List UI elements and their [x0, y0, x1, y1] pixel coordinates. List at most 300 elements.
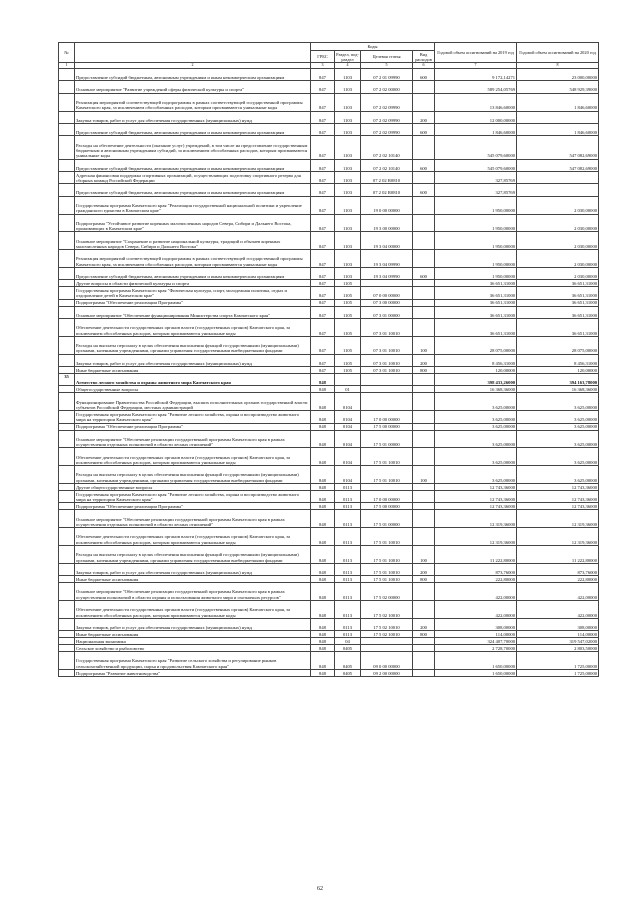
row-number — [59, 618, 75, 630]
table-row — [59, 448, 599, 466]
row-target: 19 3 00 00000 — [361, 214, 413, 232]
row-vol2019: 327,85769 — [435, 184, 517, 196]
row-number — [59, 81, 75, 93]
index-cell: 4 — [335, 63, 361, 69]
row-vol2019: 28 075,00000 — [435, 336, 517, 354]
row-vol2019: 120,00000 — [435, 367, 517, 374]
row-name: Основное мероприятие "Обеспечение функционирования Министерства спорта Камчатского края" — [75, 306, 311, 318]
row-target: 07 3 00 00000 — [361, 299, 413, 306]
row-number — [59, 287, 75, 299]
row-vol2020: 36 651,31000 — [517, 319, 599, 337]
row-vol2019: 1 950,00000 — [435, 214, 517, 232]
row-type — [413, 386, 435, 393]
row-target: 17 5 01 10010 — [361, 546, 413, 564]
row-number — [59, 503, 75, 510]
row-vol2019: 12 743,36000 — [435, 491, 517, 503]
row-section: 0113 — [335, 546, 361, 564]
row-number — [59, 510, 75, 528]
table-row — [59, 576, 599, 583]
row-type: 100 — [413, 546, 435, 564]
index-cell: 2 — [75, 63, 311, 69]
row-vol2019: 545 079,60000 — [435, 136, 517, 159]
row-grbs: 847 — [311, 123, 335, 135]
row-target: 07 2 02 10140 — [361, 159, 413, 171]
row-grbs: 848 — [311, 430, 335, 448]
row-number: 35 — [59, 374, 75, 386]
header-vol2020: Годовой объем ассигнований на 2020 год — [517, 43, 599, 63]
row-number — [59, 111, 75, 123]
row-section: 1103 — [335, 111, 361, 123]
row-vol2019: 1 950,00000 — [435, 196, 517, 214]
row-vol2019: 3 625,00000 — [435, 448, 517, 466]
row-number — [59, 280, 75, 287]
row-section: 0104 — [335, 430, 361, 448]
row-section: 0113 — [335, 484, 361, 491]
row-vol2020: 422,00000 — [517, 601, 599, 619]
row-section: 0104 — [335, 411, 361, 423]
row-type: 200 — [413, 563, 435, 575]
row-name: Подпрограмма "Обеспечение реализации Программы" — [75, 503, 311, 510]
row-section: 1103 — [335, 123, 361, 135]
row-vol2019: 12 319,36000 — [435, 510, 517, 528]
row-grbs: 848 — [311, 669, 335, 676]
header-section: Раздел, под-раздел — [336, 51, 359, 62]
row-grbs: 848 — [311, 546, 335, 564]
table-row — [59, 214, 599, 232]
row-section: 1103 — [335, 159, 361, 171]
row-vol2020: 3 625,00000 — [517, 448, 599, 466]
row-vol2020: 3 625,00000 — [517, 430, 599, 448]
table-row — [59, 601, 599, 619]
row-number — [59, 171, 75, 183]
row-vol2019: 422,00000 — [435, 583, 517, 601]
table-row — [59, 618, 599, 630]
row-target — [361, 638, 413, 645]
row-section: 1103 — [335, 250, 361, 268]
row-number — [59, 336, 75, 354]
row-grbs: 848 — [311, 503, 335, 510]
row-section: 1103 — [335, 171, 361, 183]
row-vol2019: 12 000,00000 — [435, 111, 517, 123]
row-type — [413, 430, 435, 448]
row-grbs: 847 — [311, 184, 335, 196]
row-type — [413, 196, 435, 214]
index-cell: 1 — [59, 63, 75, 69]
row-number — [59, 638, 75, 645]
row-type — [413, 299, 435, 306]
table-row — [59, 423, 599, 430]
row-type: 600 — [413, 123, 435, 135]
row-vol2019: 1 950,00000 — [435, 250, 517, 268]
row-number — [59, 93, 75, 111]
table-row — [59, 69, 599, 81]
table-row — [59, 652, 599, 670]
row-target — [361, 645, 413, 652]
row-name: Закупка товаров, работ и услуг для обеспечения государственных (муниципальных) нужд — [75, 563, 311, 575]
row-section: 1105 — [335, 280, 361, 287]
row-vol2019: 12 319,36000 — [435, 528, 517, 546]
header-target: Целевая статья — [361, 51, 413, 63]
row-name: Основное мероприятие "Сохранение и развитие национальной культуры, традиций и обычаев коренных малочисленных народов Севера, Сибири и Дальнего Востока" — [75, 232, 311, 250]
row-vol2020: 422,00000 — [517, 583, 599, 601]
row-vol2020: 2 030,00000 — [517, 196, 599, 214]
row-grbs: 847 — [311, 136, 335, 159]
row-target: 17 5 00 00000 — [361, 503, 413, 510]
row-name: Предоставление субсидий бюджетным, автономным учреждениям и иным некоммерческим организациям — [75, 267, 311, 279]
row-vol2019: 324 407,70000 — [435, 638, 517, 645]
table-row — [59, 503, 599, 510]
row-name: Предоставление субсидий бюджетным, автономным учреждениям и иным некоммерческим организациям — [75, 123, 311, 135]
row-section: 1103 — [335, 267, 361, 279]
table-row — [59, 430, 599, 448]
row-grbs: 848 — [311, 411, 335, 423]
row-number — [59, 423, 75, 430]
row-grbs: 848 — [311, 645, 335, 652]
row-section: 1103 — [335, 196, 361, 214]
row-vol2020: 12 743,36000 — [517, 491, 599, 503]
row-section: 0113 — [335, 631, 361, 638]
row-target: 17 5 01 10010 — [361, 466, 413, 484]
table-row — [59, 123, 599, 135]
row-vol2020: 308,00000 — [517, 618, 599, 630]
row-grbs: 847 — [311, 93, 335, 111]
row-vol2019: 545 079,60000 — [435, 159, 517, 171]
row-number — [59, 319, 75, 337]
row-type — [413, 652, 435, 670]
row-section: 1103 — [335, 93, 361, 111]
row-name: Подпрограмма "Обеспечение реализации Программы" — [75, 299, 311, 306]
table-row — [59, 645, 599, 652]
row-target: 17 0 00 00000 — [361, 491, 413, 503]
row-grbs: 847 — [311, 319, 335, 337]
row-vol2019: 36 651,31000 — [435, 287, 517, 299]
row-grbs: 847 — [311, 232, 335, 250]
row-section: 0104 — [335, 393, 361, 411]
row-target: 19 3 04 09990 — [361, 267, 413, 279]
row-number — [59, 250, 75, 268]
index-cell: 6 — [413, 63, 435, 69]
row-name: Закупка товаров, работ и услуг для обеспечения государственных (муниципальных) нужд — [75, 618, 311, 630]
row-vol2020: 547 082,69000 — [517, 159, 599, 171]
row-grbs: 848 — [311, 576, 335, 583]
row-vol2020: 1 846,60000 — [517, 93, 599, 111]
row-number — [59, 299, 75, 306]
row-vol2020: 11 222,80000 — [517, 546, 599, 564]
row-number — [59, 306, 75, 318]
row-grbs: 847 — [311, 111, 335, 123]
row-number — [59, 528, 75, 546]
table-row — [59, 583, 599, 601]
table-row — [59, 669, 599, 676]
row-grbs: 847 — [311, 196, 335, 214]
row-vol2020: 873,76000 — [517, 563, 599, 575]
row-name: Основное мероприятие "Обеспечение реализации государственной программы Камчатского края в рамках осуществления отдельных полномочий в области лесных отношений" — [75, 430, 311, 448]
table-row — [59, 250, 599, 268]
row-vol2019: 36 651,31000 — [435, 280, 517, 287]
row-name: Подпрограмма "Развитие животноводства" — [75, 669, 311, 676]
row-number — [59, 196, 75, 214]
row-number — [59, 214, 75, 232]
row-grbs: 848 — [311, 491, 335, 503]
row-target: 17 5 01 00000 — [361, 510, 413, 528]
row-type — [413, 306, 435, 318]
row-grbs: 847 — [311, 367, 335, 374]
row-vol2020: 2 030,00000 — [517, 214, 599, 232]
table-row — [59, 386, 599, 393]
row-grbs: 847 — [311, 287, 335, 299]
table-row — [59, 563, 599, 575]
row-target: 07 2 02 00000 — [361, 81, 413, 93]
table-row — [59, 159, 599, 171]
row-grbs: 848 — [311, 374, 335, 386]
row-target: 17 0 00 00000 — [361, 411, 413, 423]
row-vol2020: 222,80000 — [517, 576, 599, 583]
header-codes: Коды — [311, 43, 435, 51]
row-target: 07 3 01 00000 — [361, 306, 413, 318]
row-name: Государственная программа Камчатского края "Развитие сельского хозяйства и регулирование рынков сельскохозяйственной продукции, сырья и продовольствия Камчатского края" — [75, 652, 311, 670]
row-section: 1105 — [335, 367, 361, 374]
row-name: Закупка товаров, работ и услуг для обеспечения государственных (муниципальных) нужд — [75, 354, 311, 366]
row-grbs: 848 — [311, 601, 335, 619]
row-vol2020: 1 725,00000 — [517, 652, 599, 670]
row-vol2020: 12 743,36000 — [517, 503, 599, 510]
index-cell: 8 — [517, 63, 599, 69]
row-target: 19 3 04 00000 — [361, 232, 413, 250]
row-section: 0113 — [335, 563, 361, 575]
row-section: 0113 — [335, 618, 361, 630]
row-type: 200 — [413, 618, 435, 630]
row-type — [413, 638, 435, 645]
row-number — [59, 466, 75, 484]
table-row — [59, 287, 599, 299]
row-type — [413, 411, 435, 423]
table-row — [59, 393, 599, 411]
row-type: 800 — [413, 367, 435, 374]
row-grbs: 848 — [311, 510, 335, 528]
table-row — [59, 81, 599, 93]
table-row — [59, 232, 599, 250]
row-vol2019: 1 950,00000 — [435, 267, 517, 279]
row-number — [59, 367, 75, 374]
row-type: 600 — [413, 184, 435, 196]
row-vol2019: 9 172,14271 — [435, 69, 517, 81]
row-name: Адресная финансовая поддержка спортивных организаций, осуществляющих подготовку спортивного резерва для сборных команд Российской Федерации — [75, 171, 311, 183]
row-number — [59, 583, 75, 601]
row-target: 17 5 02 10010 — [361, 601, 413, 619]
row-vol2020: 2 030,00000 — [517, 267, 599, 279]
row-type — [413, 491, 435, 503]
row-target: 17 5 01 10010 — [361, 448, 413, 466]
row-name: Государственная программа Камчатского края "Реализация государственной национальной политики и укрепление гражданского единства в Камчатском крае" — [75, 196, 311, 214]
row-section: 0104 — [335, 466, 361, 484]
row-type — [413, 601, 435, 619]
row-vol2020: 3 625,00000 — [517, 393, 599, 411]
row-target: 07 2 02 10140 — [361, 136, 413, 159]
row-vol2019: 3 625,00000 — [435, 411, 517, 423]
table-row — [59, 93, 599, 111]
table-row — [59, 336, 599, 354]
row-section: 04 — [335, 638, 361, 645]
row-vol2019: 36 651,31000 — [435, 306, 517, 318]
row-section: 0113 — [335, 528, 361, 546]
row-target — [361, 393, 413, 411]
row-vol2020: 2 030,00000 — [517, 250, 599, 268]
row-name: Государственная программа Камчатского края "Физическая культура, спорт, молодежная политика, отдых и оздоровление детей в Камчатском крае" — [75, 287, 311, 299]
row-name: Подпрограмма "Обеспечение реализации Программы" — [75, 423, 311, 430]
row-number — [59, 430, 75, 448]
row-section: 0113 — [335, 583, 361, 601]
row-name: Подпрограмма "Устойчивое развитие коренных малочисленных народов Севера, Сибири и Дальнего Востока, проживающих в Камчатском крае" — [75, 214, 311, 232]
row-name: Обеспечение деятельности государственных органов власти (государственных органов) Камчатского края, за исключением обособленных расходов, которым присваиваются уникальные коды — [75, 319, 311, 337]
row-section: 1105 — [335, 306, 361, 318]
row-grbs: 848 — [311, 448, 335, 466]
row-grbs: 847 — [311, 214, 335, 232]
row-target: 07 2 02 09990 — [361, 111, 413, 123]
row-name: Другие вопросы в области физической культуры и спорта — [75, 280, 311, 287]
row-type: 100 — [413, 466, 435, 484]
row-section: 0113 — [335, 576, 361, 583]
row-section: 1105 — [335, 299, 361, 306]
row-name: Обеспечение деятельности государственных органов власти (государственных органов) Камчатского края, за исключением обособленных расходов, которым присваиваются уникальные коды — [75, 448, 311, 466]
row-name: Предоставление субсидий бюджетным, автономным учреждениям и иным некоммерческим организациям — [75, 184, 311, 196]
table-row — [59, 528, 599, 546]
row-target: 17 5 01 10010 — [361, 528, 413, 546]
row-name: Агентство лесного хозяйства и охраны животного мира Камчатского края — [75, 374, 311, 386]
row-vol2020: 8 456,31000 — [517, 354, 599, 366]
row-type: 600 — [413, 267, 435, 279]
row-type — [413, 645, 435, 652]
row-grbs: 847 — [311, 159, 335, 171]
row-grbs: 848 — [311, 528, 335, 546]
row-name: Основное мероприятие "Обеспечение реализации государственной программы Камчатского края в рамках осуществления полномочий в области охраны и использования животного мира и охотничьих ресурсов" — [75, 583, 311, 601]
row-section: 1103 — [335, 232, 361, 250]
row-target: 09 2 00 00000 — [361, 669, 413, 676]
row-name: Основное мероприятие "Развитие учреждений сферы физической культуры и спорта" — [75, 81, 311, 93]
row-number — [59, 123, 75, 135]
row-section: 1105 — [335, 319, 361, 337]
row-section — [335, 374, 361, 386]
table-row — [59, 319, 599, 337]
row-name: Предоставление субсидий бюджетным, автономным учреждениям и иным некоммерческим организациям — [75, 69, 311, 81]
row-grbs: 848 — [311, 583, 335, 601]
row-name: Расходы на выплаты персоналу в целях обеспечения выполнения функций государственными (муниципальными) органами, казенными учреждениями, органами управления государственными внебюджетными фондами — [75, 466, 311, 484]
row-section: 1105 — [335, 336, 361, 354]
row-vol2020: 319 547,02000 — [517, 638, 599, 645]
row-section: 1103 — [335, 69, 361, 81]
row-name: Обеспечение деятельности государственных органов власти (государственных органов) Камчатского края, за исключением обособленных расходов, которым присваиваются уникальные коды — [75, 601, 311, 619]
row-target: 07 2 02 09990 — [361, 123, 413, 135]
table-row — [59, 184, 599, 196]
row-type — [413, 503, 435, 510]
row-vol2020: 36 651,31000 — [517, 287, 599, 299]
row-vol2019: 13 846,60000 — [435, 93, 517, 111]
row-vol2019: 308,00000 — [435, 618, 517, 630]
row-type — [413, 136, 435, 159]
row-vol2019: 589 254,05769 — [435, 81, 517, 93]
row-target: 17 5 01 10010 — [361, 576, 413, 583]
row-vol2020: 2 803,50000 — [517, 645, 599, 652]
table-row — [59, 484, 599, 491]
row-number — [59, 563, 75, 575]
budget-table — [58, 42, 599, 677]
row-type: 600 — [413, 69, 435, 81]
row-grbs: 847 — [311, 306, 335, 318]
row-number — [59, 484, 75, 491]
table-row — [59, 546, 599, 564]
row-name: Реализация мероприятий соответствующей подпрограммы в рамках соответствующей государственной программы Камчатского края, за исключением обособленных расходов, которым присваиваются уникальные коды — [75, 250, 311, 268]
row-type: 200 — [413, 354, 435, 366]
row-number — [59, 546, 75, 564]
row-name: Обеспечение деятельности государственных органов власти (государственных органов) Камчатского края, за исключением обособленных расходов, которым присваиваются уникальные коды — [75, 528, 311, 546]
row-target — [361, 374, 413, 386]
table-row — [59, 367, 599, 374]
row-target: 07 0 00 00000 — [361, 287, 413, 299]
row-vol2020: 120,00000 — [517, 367, 599, 374]
row-name: Расходы на выплаты персоналу в целях обеспечения выполнения функций государственными (муниципальными) органами, казенными учреждениями, органами управления государственными внебюджетными фондами — [75, 546, 311, 564]
row-vol2019: 1 650,00000 — [435, 669, 517, 676]
row-section: 1105 — [335, 287, 361, 299]
row-grbs: 848 — [311, 638, 335, 645]
table-row — [59, 374, 599, 386]
row-number — [59, 491, 75, 503]
row-type — [413, 423, 435, 430]
row-number — [59, 267, 75, 279]
row-grbs: 847 — [311, 280, 335, 287]
page-number: 62 — [317, 886, 323, 892]
row-vol2020 — [517, 111, 599, 123]
row-number — [59, 69, 75, 81]
row-target: 17 5 00 00000 — [361, 423, 413, 430]
row-section: 0113 — [335, 601, 361, 619]
row-vol2020: 36 651,31000 — [517, 306, 599, 318]
row-number — [59, 645, 75, 652]
row-vol2019: 36 651,31000 — [435, 299, 517, 306]
row-name: Государственная программа Камчатского края "Развитие лесного хозяйства, охрана и воспроизводство животного мира на территории Камчатского края" — [75, 411, 311, 423]
row-type: 100 — [413, 336, 435, 354]
row-name: Иные бюджетные ассигнования — [75, 631, 311, 638]
row-number — [59, 652, 75, 670]
row-number — [59, 601, 75, 619]
row-vol2019: 12 743,36000 — [435, 484, 517, 491]
row-name: Другие общегосударственные вопросы — [75, 484, 311, 491]
row-name: Предоставление субсидий бюджетным, автономным учреждениям и иным некоммерческим организациям — [75, 159, 311, 171]
row-type: 800 — [413, 576, 435, 583]
row-vol2020: 12 319,36000 — [517, 528, 599, 546]
row-grbs: 848 — [311, 563, 335, 575]
row-target: 09 0 00 00000 — [361, 652, 413, 670]
row-vol2019: 1 650,00000 — [435, 652, 517, 670]
row-grbs: 848 — [311, 618, 335, 630]
row-target: 17 5 01 10010 — [361, 563, 413, 575]
row-vol2019: 36 651,31000 — [435, 319, 517, 337]
table-row — [59, 354, 599, 366]
row-grbs: 847 — [311, 250, 335, 268]
row-target: 19 3 04 09990 — [361, 250, 413, 268]
row-target — [361, 484, 413, 491]
row-grbs: 848 — [311, 386, 335, 393]
row-target: 07 3 01 10010 — [361, 367, 413, 374]
row-vol2020: 28 075,00000 — [517, 336, 599, 354]
row-vol2020: 3 625,00000 — [517, 466, 599, 484]
row-vol2019: 16 368,36000 — [435, 386, 517, 393]
row-target: 07 3 01 10010 — [361, 354, 413, 366]
row-section: 1103 — [335, 214, 361, 232]
row-vol2019: 8 456,31000 — [435, 354, 517, 366]
row-grbs: 847 — [311, 69, 335, 81]
row-vol2019: 3 625,00000 — [435, 430, 517, 448]
table-row — [59, 411, 599, 423]
row-target: 07 3 01 10010 — [361, 336, 413, 354]
